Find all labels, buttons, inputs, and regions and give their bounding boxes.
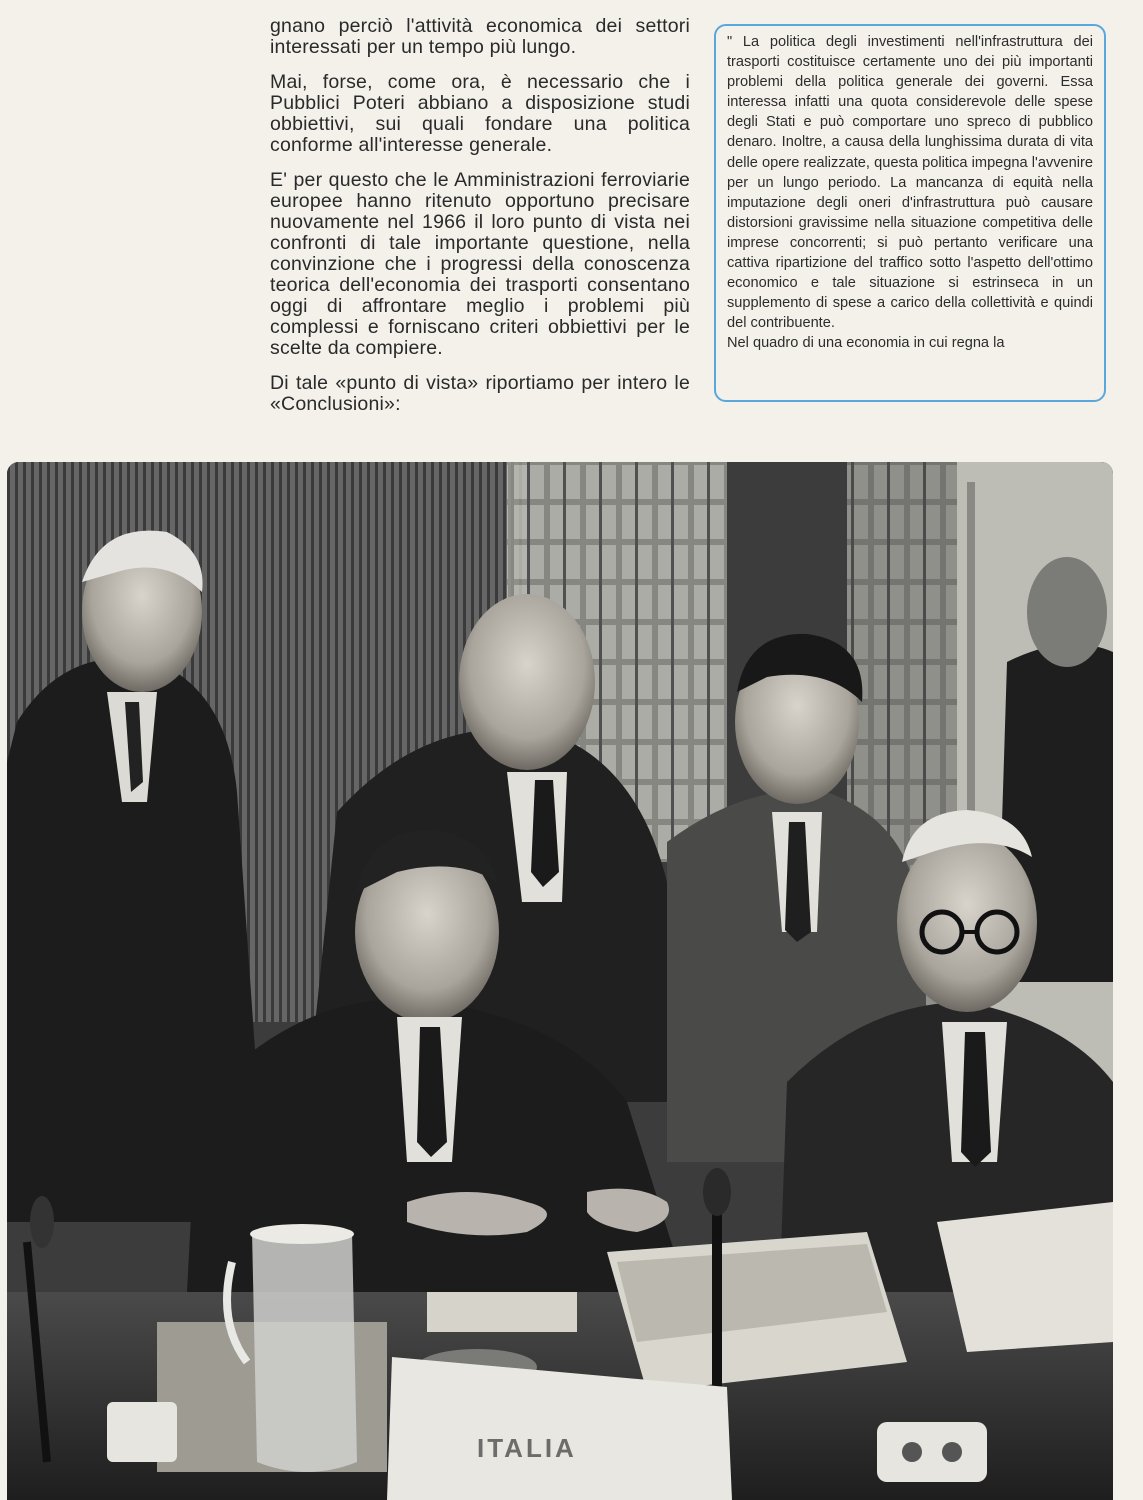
meeting-photo: [7, 462, 1113, 1500]
article-paragraph: gnano perciò l'attività economica dei settori interessati per un tempo più lungo.: [270, 15, 690, 58]
quote-paragraph: " La politica degli investimenti nell'infrastruttura dei trasporti costituisce certamente uno dei più importanti problemi della politica generale dei governi. Essa interessa infatti una quota considerevole delle spese degli Stati e può comportare uno spreco di pubblico denaro. Inoltre, a causa della lunghissima durata di vita delle opere realizzate, questa politica impegna l'avvenire per un lungo periodo. La mancanza di equità nella imputazione degli oneri d'infrastruttura può causare distorsioni gravissime nella situazione competitiva delle imprese concorrenti; si può pertanto verificare una cattiva ripartizione del traffico sotto l'aspetto dell'ottimo economico e tale situazione si estrinseca in un supplemento di spese a carico della collettività e quindi del contribuente.: [727, 34, 1093, 332]
meeting-photo-illustration: [7, 462, 1113, 1500]
country-placard-text: ITALIA: [477, 1433, 577, 1463]
quote-box: [714, 24, 1106, 402]
article-paragraph: Di tale «punto di vista» riportiamo per intero le «Conclusioni»:: [270, 372, 690, 415]
quote-paragraph: Nel quadro di una economia in cui regna la: [727, 335, 1005, 352]
article-paragraph: E' per questo che le Amministrazioni ferroviarie europee hanno ritenuto opportuno precisare nuovamente nel 1966 il loro punto di vista nei confronti di tale importante questione, nella convinzione che i progressi della conoscenza teorica dell'economia dei trasporti consentano oggi di affrontare meglio i problemi più complessi e forniscano criteri obbiettivi per le scelte da compiere.: [270, 169, 690, 359]
article-column: [270, 16, 690, 429]
article-paragraph: Mai, forse, come ora, è necessario che i Pubblici Poteri abbiano a disposizione studi obbiettivi, sui quali fondare una politica conforme all'interesse generale.: [270, 71, 690, 156]
